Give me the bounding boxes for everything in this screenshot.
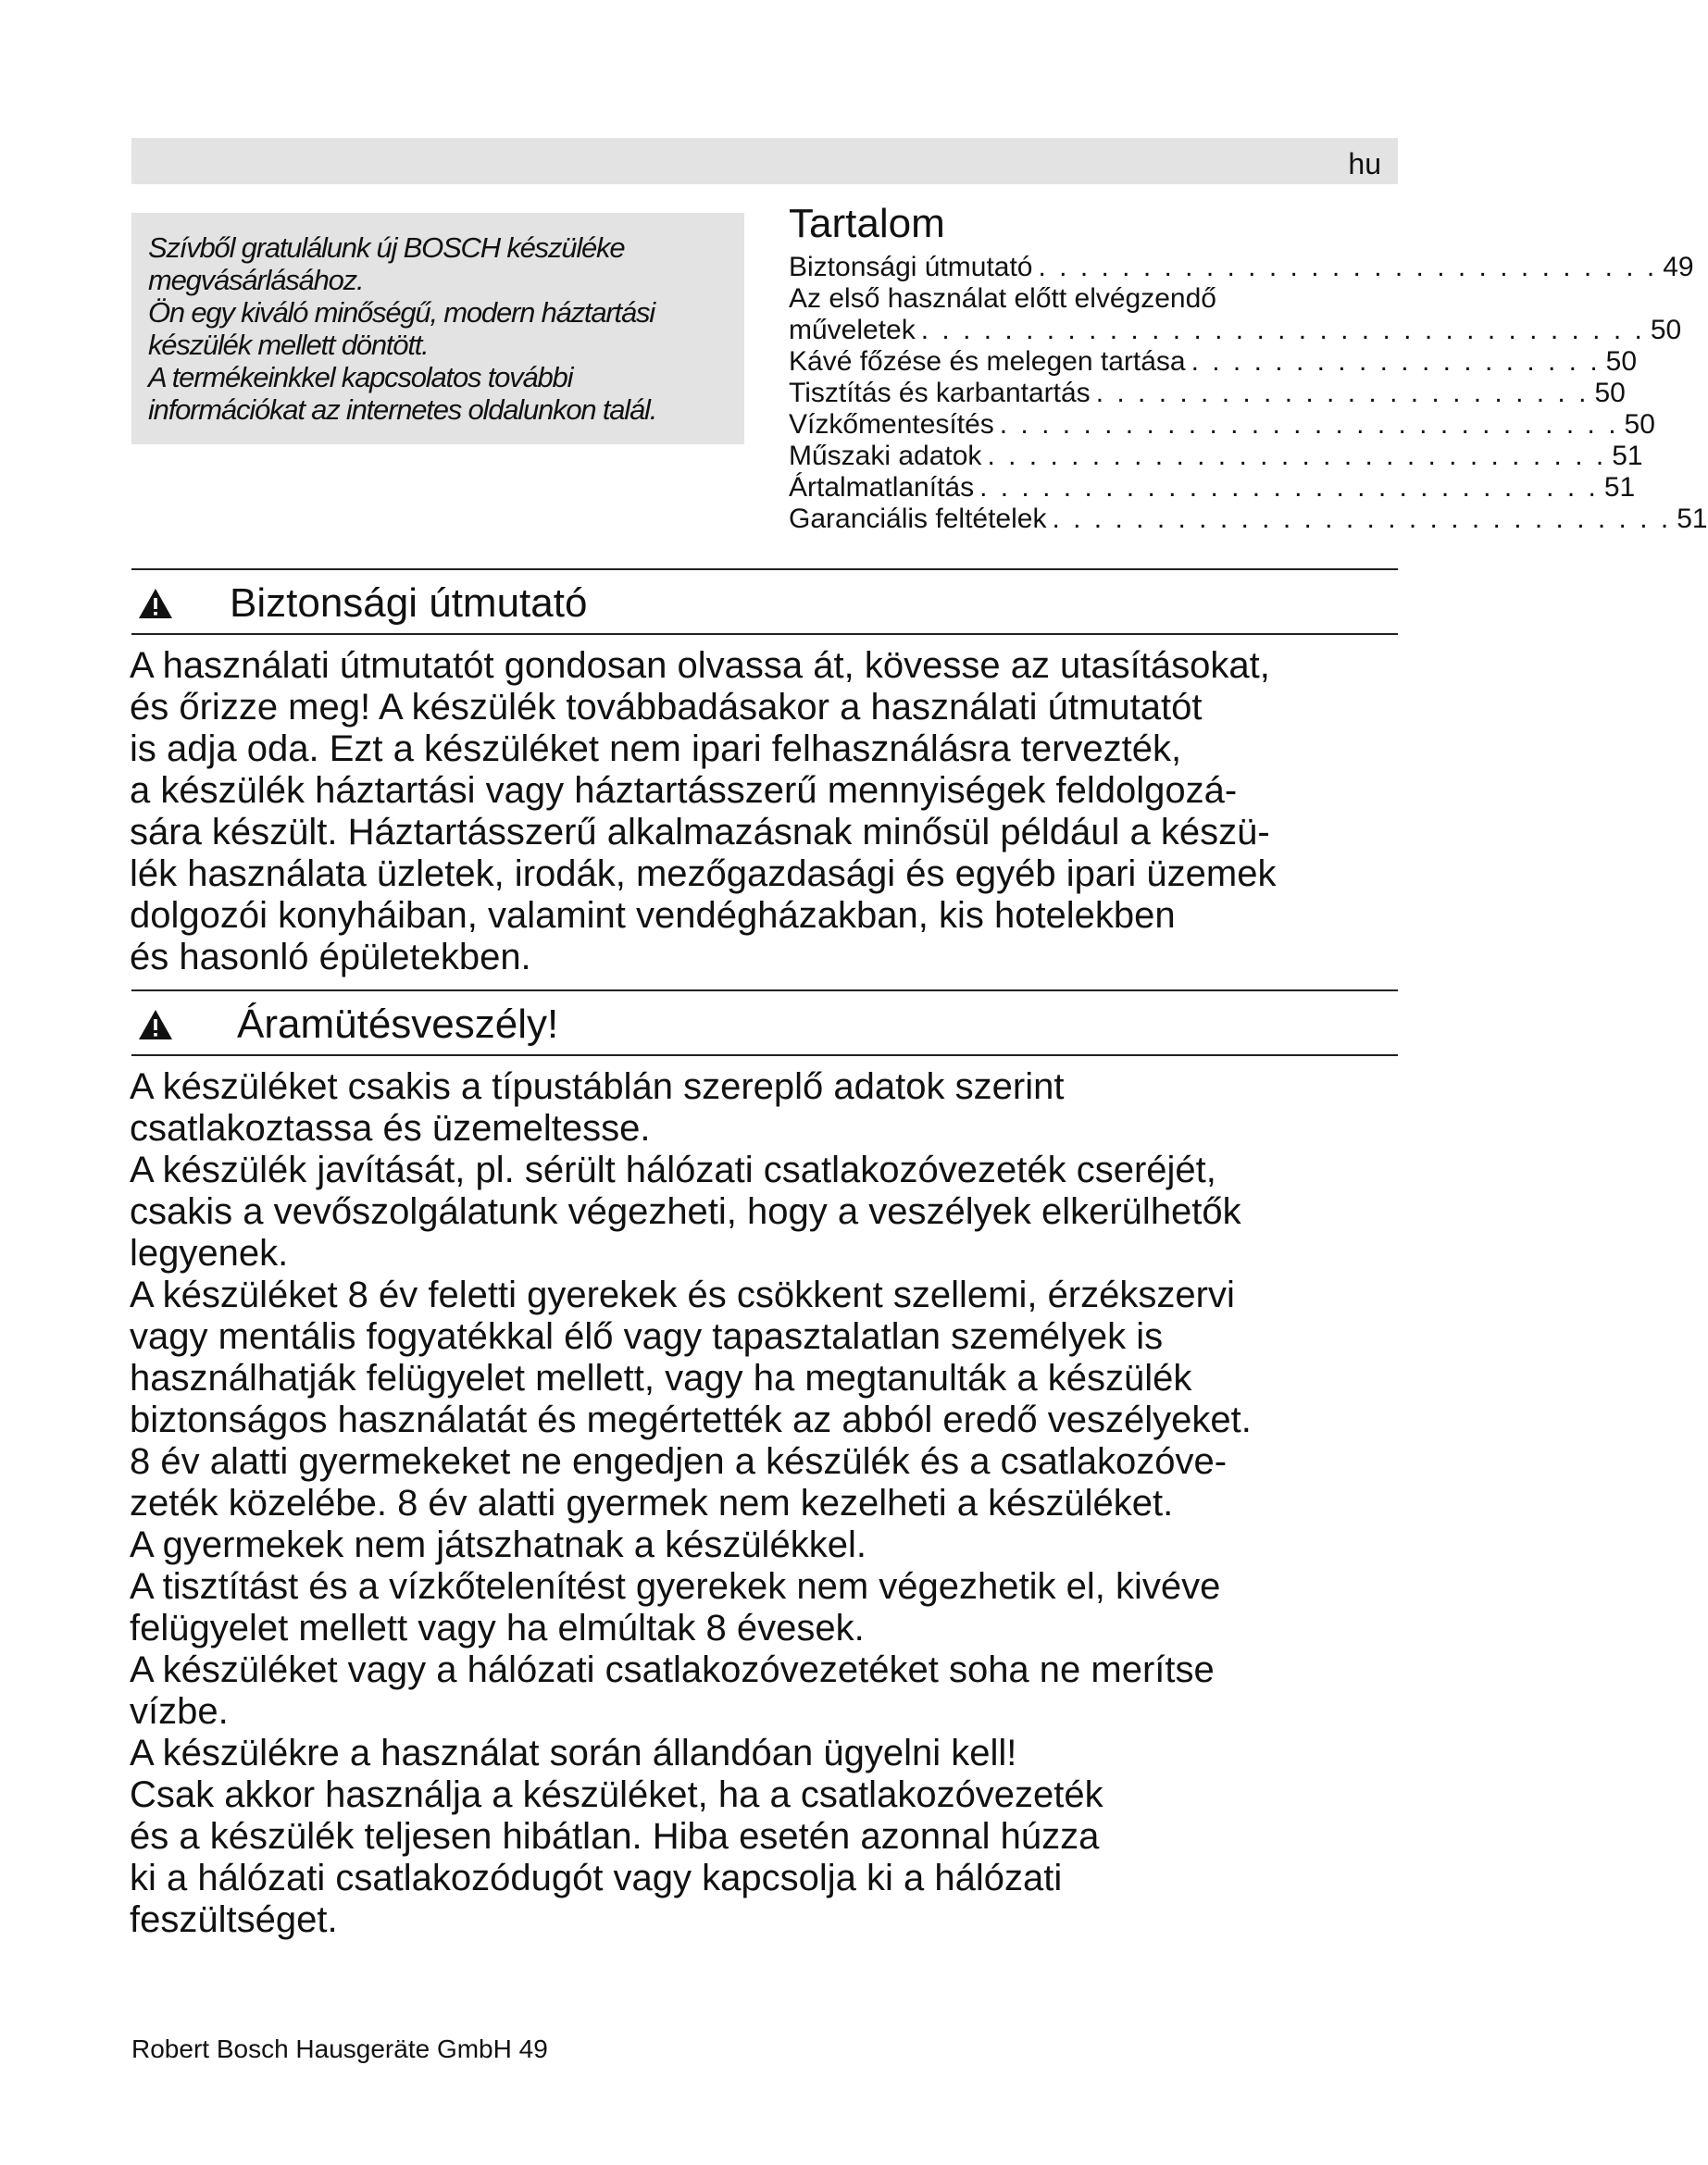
toc-entry[interactable]: műveletek . . . . . . . . . . . . . . . . . . . . . . . . . . . . . . . . . . . 50 [789,315,1682,345]
language-code: hu [1348,147,1381,180]
page-footer: Robert Bosch Hausgeräte GmbH 49 [131,2034,548,2063]
section-title: Áramütésveszély! [237,1002,559,1047]
toc-entry[interactable]: Garanciális feltételek . . . . . . . . . . . . . . . . . . . . . . . . . . . . . . 51 [789,504,1708,534]
toc-entry-line1[interactable]: Az első használat előtt elvégzendő [789,283,1216,314]
warning-icon [137,1008,174,1041]
intro-box [131,213,744,444]
divider [131,989,1398,991]
toc-entry[interactable]: Ártalmatlanítás . . . . . . . . . . . . . . . . . . . . . . . . . . . . . . 51 [789,472,1636,503]
shock-paragraph: A készüléket csakis a típustáblán szereplő adatok szerint csatlakoztassa és üzemeltesse. A készülék javítását, pl. sérült hálózati csatlakozóvezeték cseréjét, csakis a vevőszolgálatunk végezheti, hogy a veszélyek elkerülhetők legyenek. A készüléket 8 év feletti gyerekek és csökkent szellemi, érzékszervi vagy mentális fogyatékkal élő vagy tapasztalatlan személyek is használhatják felügyelet mellett, vagy ha megtanulták a készülék biztonságos használatát és megértették az abból eredő veszélyeket. 8 év alatti gyermekeket ne engedjen a készülék és a csatlakozóve- zeték közelébe. 8 év alatti gyermek nem kezelheti a készüléket. A gyermekek nem játszhatnak a készülékkel. A tisztítást és a vízkőtelenítést gyerekek nem végezhetik el, kivéve felügyelet mellett vagy ha elmúltak 8 évesek. A készüléket vagy a hálózati csatlakozóvezetéket soha ne merítse vízbe. A készülékre a használat során állandóan ügyelni kell! Csak akkor használja a készüléket, ha a csatlakozóvezeték és a készülék teljesen hibátlan. Hiba esetén azonnal húzza ki a hálózati csatlakozódugót vagy kapcsolja ki a hálózati feszültséget. [130,1066,1252,1940]
intro-line: Szívből gratulálunk új BOSCH készüléke [148,231,625,264]
divider [131,1054,1398,1056]
intro-line: megvásárlásához. [148,264,364,296]
section-title: Biztonsági útmutató [230,580,588,626]
safety-paragraph: A használati útmutatót gondosan olvassa át, kövesse az utasításokat, és őrizze meg! A készülék továbbadásakor a használati útmutatót is adja oda. Ezt a készüléket nem ipari felhasználásra tervezték, a készülék háztartási vagy háztartásszerű mennyiségek feldolgozá- sára készült. Háztartásszerű alkalmazásnak minősül például a készü- lék használata üzletek, irodák, mezőgazdasági és egyéb ipari üzemek dolgozói konyháiban, valamint vendégházakban, kis hotelekben és hasonló épületekben. [130,645,1277,977]
warning-icon [137,587,174,620]
intro-line: készülék mellett döntött. [148,329,429,361]
intro-line: információkat az internetes oldalunkon talál. [148,393,657,426]
section-header-shock [131,994,1398,1055]
toc-title: Tartalom [789,201,945,246]
table-of-contents [789,200,1708,535]
section-header-safety [131,573,1398,634]
toc-entry[interactable]: Műszaki adatok . . . . . . . . . . . . . . . . . . . . . . . . . . . . . . 51 [789,441,1643,471]
divider [131,568,1398,570]
intro-line: Ön egy kiváló minőségű, modern háztartási [148,296,655,329]
toc-entry[interactable]: Biztonsági útmutató . . . . . . . . . . . . . . . . . . . . . . . . . . . . . . 49 [789,252,1694,282]
divider [131,633,1398,635]
header-bar [131,138,1398,184]
toc-entry[interactable]: Kávé főzése és melegen tartása . . . . . . . . . . . . . . . . . . . . 50 [789,346,1638,377]
intro-line: A termékeinkkel kapcsolatos további [148,361,573,393]
toc-entry[interactable]: Tisztítás és karbantartás . . . . . . . . . . . . . . . . . . . . . . . . 50 [789,378,1626,408]
toc-entry[interactable]: Vízkőmentesítés . . . . . . . . . . . . . . . . . . . . . . . . . . . . . . 50 [789,409,1655,440]
